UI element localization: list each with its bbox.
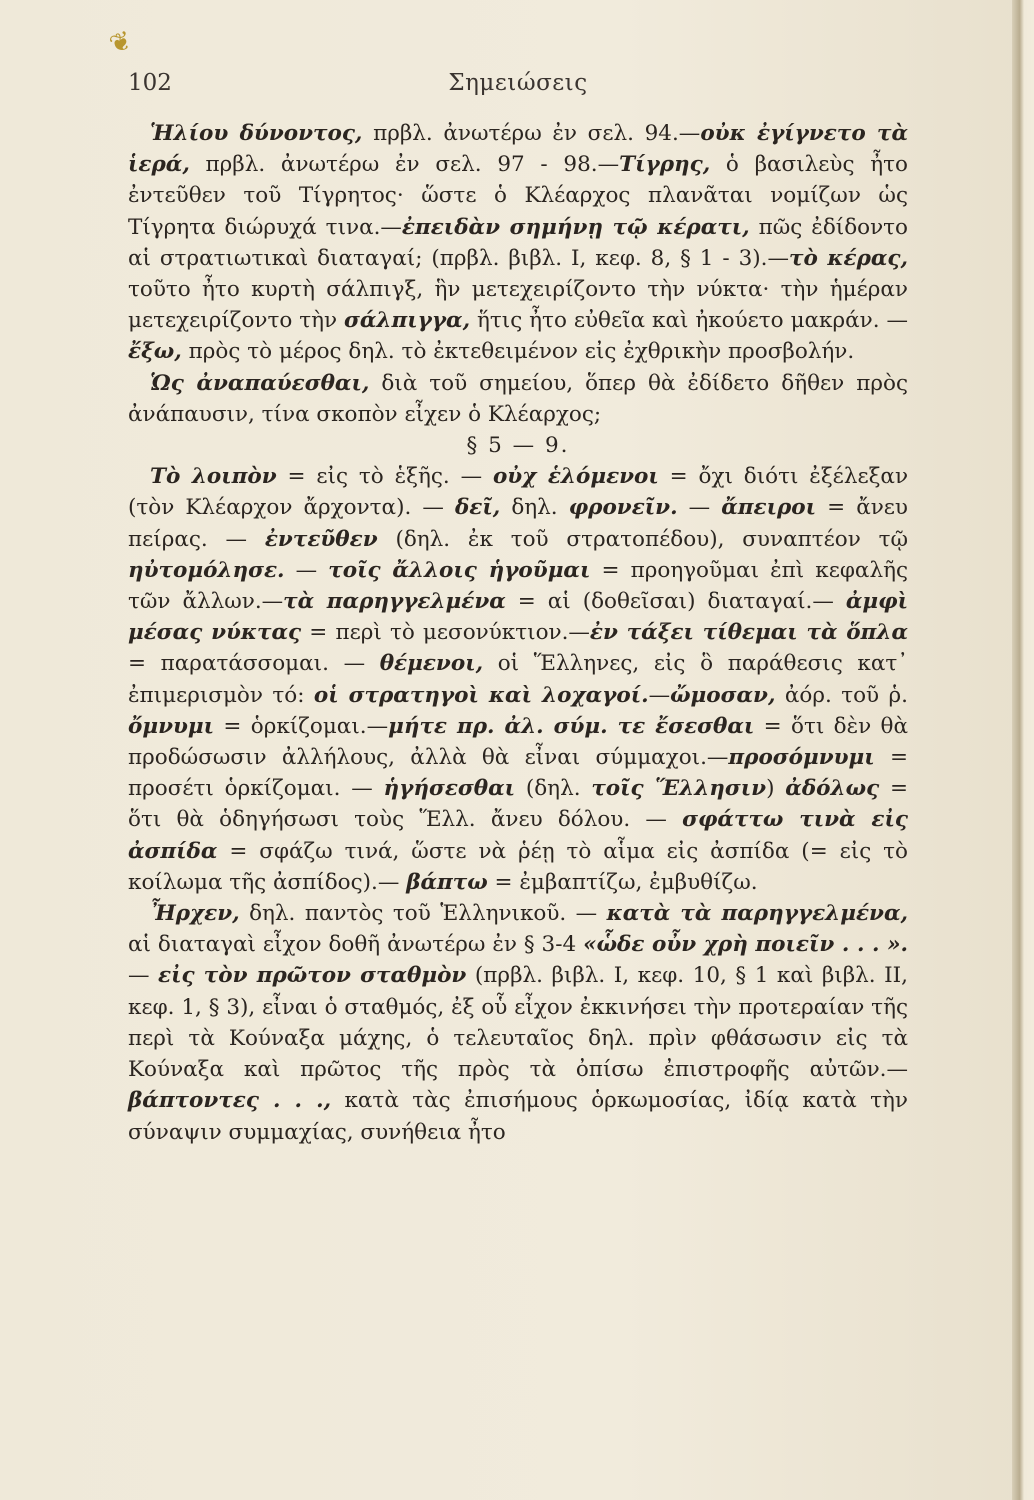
paragraph-1 [128, 118, 908, 368]
commentary-text: = ἐμβαπτίζω, ἐμβυθίζω. [487, 869, 758, 895]
commentary-text: = ὄχι διότι ἐξέλεξαν (τὸν Κλέαρχον ἄρχοντα). — [128, 464, 909, 521]
commentary-text: = εἰς τὸ ἑξῆς. — [276, 464, 493, 490]
lemma-term: τοῖς ἄλλοις ἡγοῦμαι [328, 557, 591, 583]
lemma-term: τὰ παρηγγελμένα [283, 589, 506, 615]
commentary-text: τοῦτο ἦτο κυρτὴ σάλπιγξ, ἣν μετεχειρίζοντο τὴν νύκτα· τὴν ἡμέραν μετεχειρίζοντο τὴν [128, 277, 908, 334]
commentary-text: (δηλ. ἐκ τοῦ στρατοπέδου), συναπτέον τῷ [377, 526, 908, 552]
page-header [128, 70, 908, 106]
commentary-text: = σφάζω τινά, ὥστε νὰ ῥέῃ τὸ αἷμα εἰς ἀσπίδα (= εἰς τὸ κοίλωμα τῆς ἀσπίδος).— [128, 838, 908, 895]
paragraph-4 [128, 898, 908, 1148]
commentary-text: ἥτις ἦτο εὐθεῖα καὶ ἠκούετο μακράν. — [470, 308, 908, 334]
running-title: Σημειώσεις [448, 70, 588, 96]
lemma-term: ὄμνυμι [128, 713, 215, 739]
lemma-term: βάπτοντες . . ., [128, 1088, 332, 1114]
lemma-term: κατὰ τὰ παρηγγελμένα, [606, 901, 908, 927]
lemma-term: οὐκ ἐγίγνετο τὰ ἱερά, [128, 121, 908, 178]
commentary-text: = αἱ (δοθεῖσαι) διαταγαί.— [505, 589, 846, 615]
page-body [128, 118, 908, 1148]
lemma-term: Τὸ λοιπὸν [150, 464, 277, 490]
commentary-text: — [677, 495, 722, 521]
commentary-text: = προηγοῦμαι ἐπὶ κεφαλῆς τῶν ἄλλων.— [128, 557, 909, 615]
lemma-term: σφάττω τινὰ εἰς ἀσπίδα [128, 807, 908, 864]
commentary-text: = παρατάσσομαι. — [128, 651, 380, 677]
commentary-text: δηλ. παντὸς τοῦ Ἑλληνικοῦ. — [239, 901, 607, 927]
lemma-term: ἀμφὶ μέσας νύκτας [128, 589, 909, 646]
commentary-text: πῶς ἐδίδοντο αἱ στρατιωτικαὶ διαταγαί; (πρβλ. βιβλ. I, κεφ. 8, § 1 - 3).— [128, 214, 908, 271]
commentary-text: = ὁρκίζομαι.— [214, 713, 389, 739]
page-number: 102 [128, 70, 172, 96]
commentary-text: πρβλ. ἀνωτέρω ἐν σελ. 94.— [362, 121, 701, 146]
lemma-term: ἐντεῦθεν [264, 526, 378, 552]
lemma-term: ηὐτομόλησε. [128, 557, 285, 583]
commentary-text: — [128, 963, 159, 989]
commentary-text: = ὅτι θὰ ὁδηγήσωσι τοὺς Ἕλλ. ἄνευ δόλου. — [128, 776, 908, 833]
page-edge [1012, 0, 1034, 1500]
commentary-text: κατὰ τὰς ἐπισήμους ὁρκωμοσίας, ἰδίᾳ κατὰ τὴν σύναψιν συμμαχίας, συνήθεια ἦτο [128, 1088, 908, 1145]
commentary-text: = ὅτι δὲν θὰ προδώσωσιν ἀλλήλους, ἀλλὰ θὰ εἶναι σύμμαχοι.— [128, 713, 908, 771]
paragraph-3 [128, 461, 908, 898]
commentary-text: (πρβλ. βιβλ. I, κεφ. 10, § 1 καὶ βιβλ. II, κεφ. 1, § 3), εἶναι ὁ σταθμός, ἐξ οὗ εἶχον ἐκκινήσει τὴν προτεραίαν τῆς περὶ τὰ Κούναξα μάχης, ὁ τελευταῖος δηλ. πρὶν φθάσωσιν εἰς τὰ Κούναξα καὶ πρῶτος τῆς πρὸς τὰ ὀπίσω ἐπιστροφῆς αὐτῶν.— [128, 963, 908, 1083]
commentary-text: ἀόρ. τοῦ ῥ. [775, 682, 908, 708]
commentary-text: πρβλ. ἀνωτέρω ἐν σελ. 97 - 98.— [189, 152, 620, 178]
lemma-term: βάπτω [406, 869, 488, 895]
lemma-term: ἐπειδὰν σημήνῃ τῷ κέρατι, [401, 214, 750, 240]
lemma-term: εἰς τὸν πρῶτον σταθμὸν [158, 963, 467, 989]
commentary-text: (δηλ. [515, 776, 592, 802]
commentary-text: — [284, 557, 329, 583]
commentary-text: = προσέτι ὁρκίζομαι. — [128, 745, 908, 802]
lemma-term: ἔξω, [128, 339, 182, 365]
lemma-term: ἐν τάξει τίθεμαι τὰ ὅπλα [589, 620, 908, 646]
commentary-text: δηλ. [500, 495, 569, 521]
commentary-text: ) [766, 776, 786, 802]
commentary-text: οἱ Ἕλληνες, εἰς ὃ παράθεσις κατ᾽ ἐπιμερισμὸν τό: [128, 651, 908, 708]
lemma-term: σάλπιγγα, [344, 308, 471, 334]
lemma-term: Τίγρης, [619, 152, 711, 178]
commentary-text: διὰ τοῦ σημείου, ὅπερ θὰ ἐδίδετο δῆθεν πρὸς ἀνάπαυσιν, τίνα σκοπὸν εἶχεν ὁ Κλέαρχος; [128, 370, 908, 427]
commentary-text: = ἄνευ πείρας. — [128, 495, 908, 552]
lemma-term: ὤμοσαν, [670, 682, 776, 708]
commentary-text: ὁ βασιλεὺς ἦτο ἐντεῦθεν τοῦ Τίγρητος· ὥστε ὁ Κλέαρχος πλανᾶται νομίζων ὡς Τίγρητα διώρυχά τινα.— [128, 152, 908, 240]
paragraph-2 [128, 368, 908, 430]
ink-mark-icon: ❦ [105, 25, 137, 61]
commentary-text: πρὸς τὸ μέρος δηλ. τὸ ἐκτεθειμένον εἰς ἐχθρικὴν προσβολήν. [181, 339, 855, 365]
lemma-term: οἱ στρατηγοὶ καὶ λοχαγοί. [313, 682, 649, 708]
lemma-term: ἄπειροι [721, 495, 817, 521]
section-heading: § 5 — 9. [466, 433, 570, 459]
lemma-term: Ἡλίου δύνοντος, [150, 121, 363, 146]
lemma-term: οὐχ ἑλόμενοι [492, 464, 659, 490]
lemma-term: τὸ κέρας, [789, 245, 908, 271]
commentary-text: — [648, 682, 671, 708]
lemma-term: Ἦρχεν, [150, 901, 240, 927]
lemma-term: ἡγήσεσθαι [383, 776, 516, 802]
lemma-term: ἀδόλως [785, 776, 880, 802]
lemma-term: μήτε πρ. ἀλ. σύμ. τε ἔσεσθαι [388, 713, 755, 739]
commentary-text: = περὶ τὸ μεσονύκτιον.— [301, 620, 590, 646]
lemma-term: προσόμνυμι [728, 745, 875, 771]
lemma-term: τοῖς Ἕλλησιν [591, 776, 767, 802]
commentary-text: αἱ διαταγαὶ εἶχον δοθῆ ἀνωτέρω ἐν § 3-4 [128, 932, 584, 958]
lemma-term: φρονεῖν. [568, 495, 678, 521]
lemma-term: Ὡς ἀναπαύεσθαι, [150, 370, 370, 396]
lemma-term: «ὧδε οὖν χρὴ ποιεῖν . . . ». [583, 932, 908, 958]
lemma-term: θέμενοι, [379, 651, 484, 677]
lemma-term: δεῖ, [454, 495, 501, 521]
